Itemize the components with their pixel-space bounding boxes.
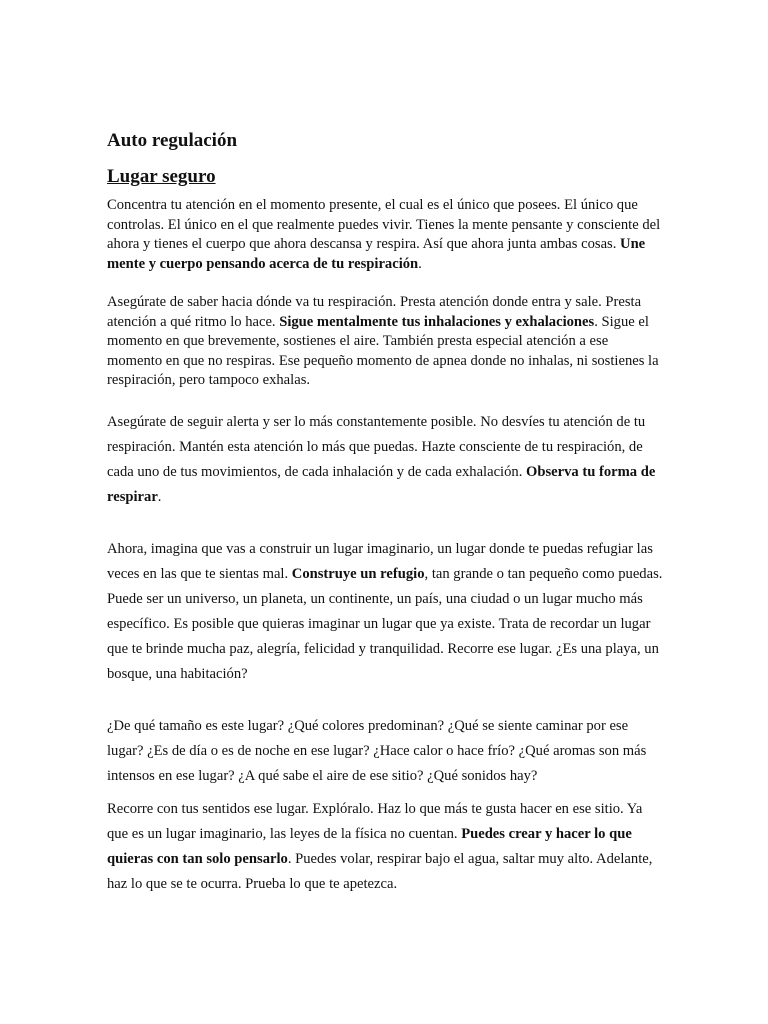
paragraph-2	[107, 293, 663, 391]
paragraph-5	[107, 714, 663, 789]
paragraph-4	[107, 537, 663, 687]
paragraph-bold-text: Sigue mentalmente tus inhalaciones y exhalaciones	[279, 313, 595, 330]
paragraph-text: ¿De qué tamaño es este lugar? ¿Qué colores predominan? ¿Qué se siente caminar por ese lugar? ¿Es de día o es de noche en ese lugar? ¿Hace calor o hace frío? ¿Qué aromas son más intensos en ese lugar? ¿A qué sabe el aire de ese sitio? ¿Qué sonidos hay?	[107, 717, 647, 784]
paragraph-text: Concentra tu atención en el momento presente, el cual es el único que posees. El único que controlas. El único en el que realmente puedes vivir. Tienes la mente pensante y consciente del ahora y tienes el cuerpo que ahora descansa y respira. Así que ahora junta ambas cosas.	[107, 197, 661, 252]
paragraph-text: , tan grande o tan pequeño como puedas. Puede ser un universo, un planeta, un continente, un país, una ciudad o un lugar mucho más específico. Es posible que quieras imaginar un lugar que ya existe. Trata de recordar un lugar que te brinde mucha paz, alegría, felicidad y tranquilidad. Recorre ese lugar. ¿Es una playa, un bosque, una habitación?	[107, 565, 663, 682]
paragraph-text: Asegúrate de saber hacia dónde va tu respiración. Presta atención donde entra y sale. Presta atención a qué ritmo lo hace.	[107, 294, 642, 330]
document-page	[107, 128, 663, 897]
paragraph-text: .	[157, 488, 162, 505]
paragraph-text: Ahora, imagina que vas a construir un lugar imaginario, un lugar donde te puedas refugiar las veces en las que te sientas mal.	[107, 540, 653, 582]
paragraph-6	[107, 797, 663, 897]
paragraph-bold-text: Observa tu forma de respirar	[107, 463, 656, 505]
paragraph-text: . Puedes volar, respirar bajo el agua, saltar muy alto. Adelante, haz lo que se te ocurra. Prueba lo que te apetezca.	[107, 850, 653, 892]
paragraph-text: Asegúrate de seguir alerta y ser lo más constantemente posible. No desvíes tu atención de tu respiración. Mantén esta atención lo más que puedas. Hazte consciente de tu respiración, de cada uno de tus movimientos, de cada inhalación y de cada exhalación.	[107, 413, 646, 480]
paragraph-text: . Sigue el momento en que brevemente, sostienes el aire. También presta especial atención a ese momento en que no respiras. Ese pequeño momento de apnea donde no inhalas, ni sostienes la respiración, pero tampoco exhalas.	[107, 313, 659, 388]
document-subtitle: Lugar seguro	[107, 166, 216, 187]
paragraph-bold-text: Puedes crear y hacer lo que quieras con tan solo pensarlo	[107, 825, 632, 867]
paragraph-bold-text: Une mente y cuerpo pensando acerca de tu respiración	[107, 236, 646, 272]
paragraph-bold-text: Construye un refugio	[291, 565, 425, 582]
paragraph-1	[107, 196, 663, 274]
paragraph-3	[107, 410, 663, 510]
document-title: Auto regulación	[107, 130, 238, 151]
paragraph-text: Recorre con tus sentidos ese lugar. Explóralo. Haz lo que más te gusta hacer en ese sitio. Ya que es un lugar imaginario, las leyes de la física no cuentan.	[107, 800, 643, 842]
paragraph-text: .	[418, 255, 422, 272]
